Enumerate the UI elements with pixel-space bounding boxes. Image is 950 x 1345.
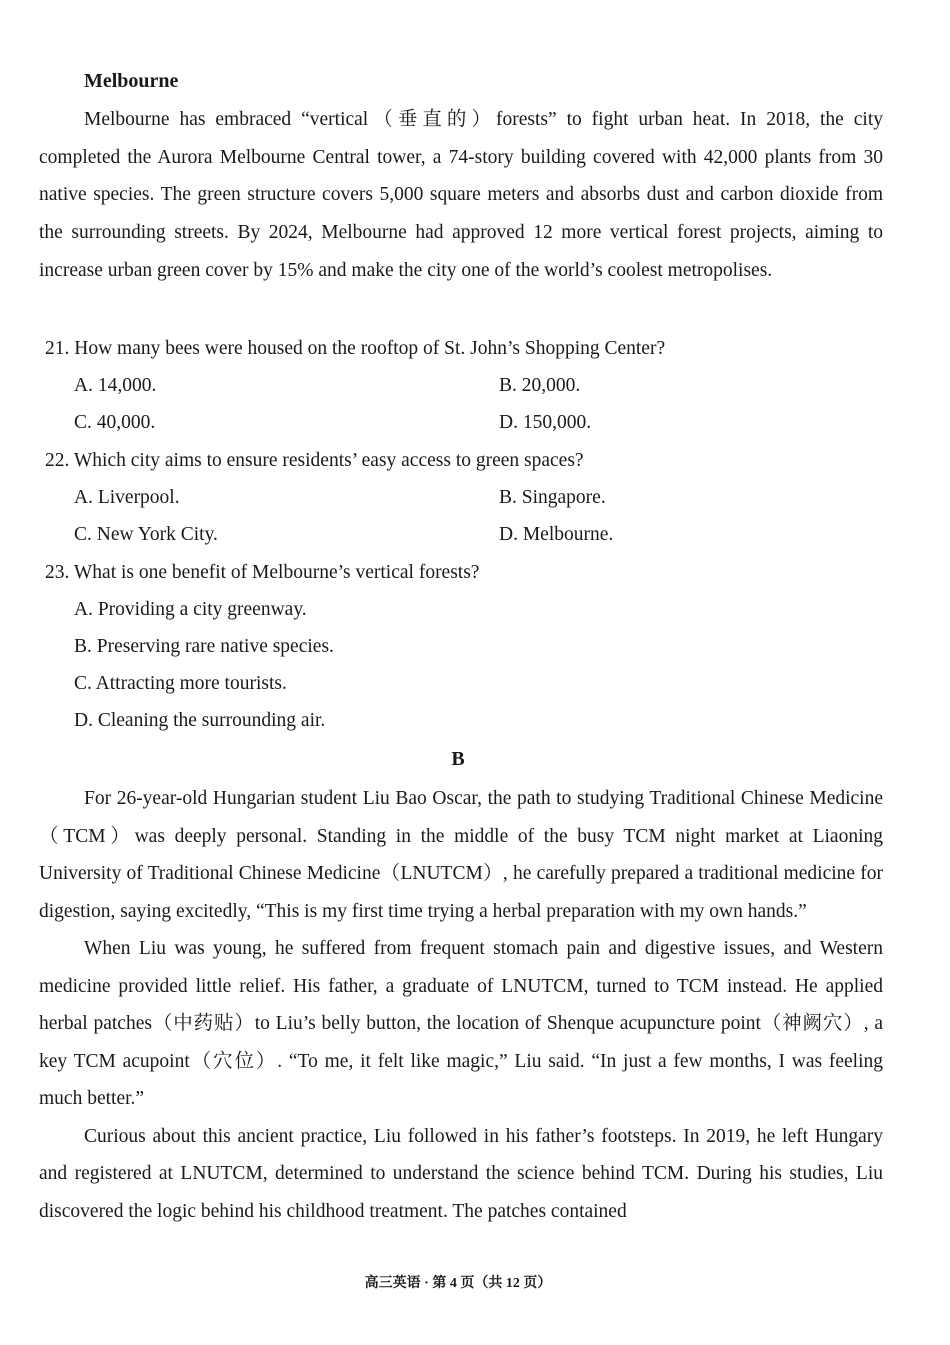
section-heading: Melbourne — [84, 70, 179, 92]
section-b-title: B — [451, 748, 465, 770]
page-footer: 高三英语 · 第 4 页（共 12 页） — [364, 1276, 552, 1291]
question-21-option-b: B. 20,000. — [499, 375, 581, 396]
question-21-option-a: A. 14,000. — [74, 375, 157, 396]
question-21-option-c: C. 40,000. — [74, 412, 156, 433]
melbourne-paragraph-block — [39, 101, 883, 290]
section-b-text — [39, 780, 883, 1230]
question-22-option-d: D. Melbourne. — [499, 524, 614, 545]
section-b-paragraph-2: When Liu was young, he suffered from frequent stomach pain and digestive issues, and Western medicine provided little relief. His father, a graduate of LNUTCM, turned to TCM instead. He applied herbal patches（中药贴）to Liu’s belly button, the location of Shenque acupuncture point（神阙穴）, a key TCM acupoint（穴位）. “To me, it felt like magic,” Liu said. “In just a few months, I was feeling much better.” — [39, 938, 883, 1109]
section-b-paragraph-3: Curious about this ancient practice, Liu followed in his father’s footsteps. In 2019, he left Hungary and registered at LNUTCM, determined to understand the science behind TCM. During his studies, Liu discovered the logic behind his childhood treatment. The patches contained — [39, 1125, 883, 1222]
question-22-option-c: C. New York City. — [74, 524, 218, 545]
melbourne-paragraph: Melbourne has embraced “vertical（垂直的）forests” to fight urban heat. In 2018, the city completed the Aurora Melbourne Central tower, a 74-story building covered with 42,000 plants from 30 native species. The green structure covers 5,000 square meters and absorbs dust and carbon dioxide from the surrounding streets. By 2024, Melbourne had approved 12 more vertical forest projects, aiming to increase urban green cover by 15% and make the city one of the world’s coolest metropolises. — [39, 109, 883, 281]
question-22-option-a: A. Liverpool. — [74, 487, 180, 508]
question-23-option-b: B. Preserving rare native species. — [74, 636, 334, 657]
question-21-stem: 21. How many bees were housed on the rooftop of St. John’s Shopping Center? — [45, 338, 666, 359]
question-23-option-d: D. Cleaning the surrounding air. — [74, 710, 326, 731]
section-b-paragraph-1: For 26-year-old Hungarian student Liu Bao Oscar, the path to studying Traditional Chinese Medicine（TCM）was deeply personal. Standing in the middle of the busy TCM night market at Liaoning University of Traditional Chinese Medicine（LNUTCM）, he carefully prepared a traditional medicine for digestion, saying excitedly, “This is my first time trying a herbal preparation with my own hands.” — [39, 788, 883, 922]
question-22-stem: 22. Which city aims to ensure residents’ easy access to green spaces? — [45, 450, 584, 471]
question-22-option-b: B. Singapore. — [499, 487, 606, 508]
question-23-option-c: C. Attracting more tourists. — [74, 673, 287, 694]
question-23-stem: 23. What is one benefit of Melbourne’s vertical forests? — [45, 562, 480, 583]
question-21-option-d: D. 150,000. — [499, 412, 592, 433]
question-23-option-a: A. Providing a city greenway. — [74, 599, 307, 620]
